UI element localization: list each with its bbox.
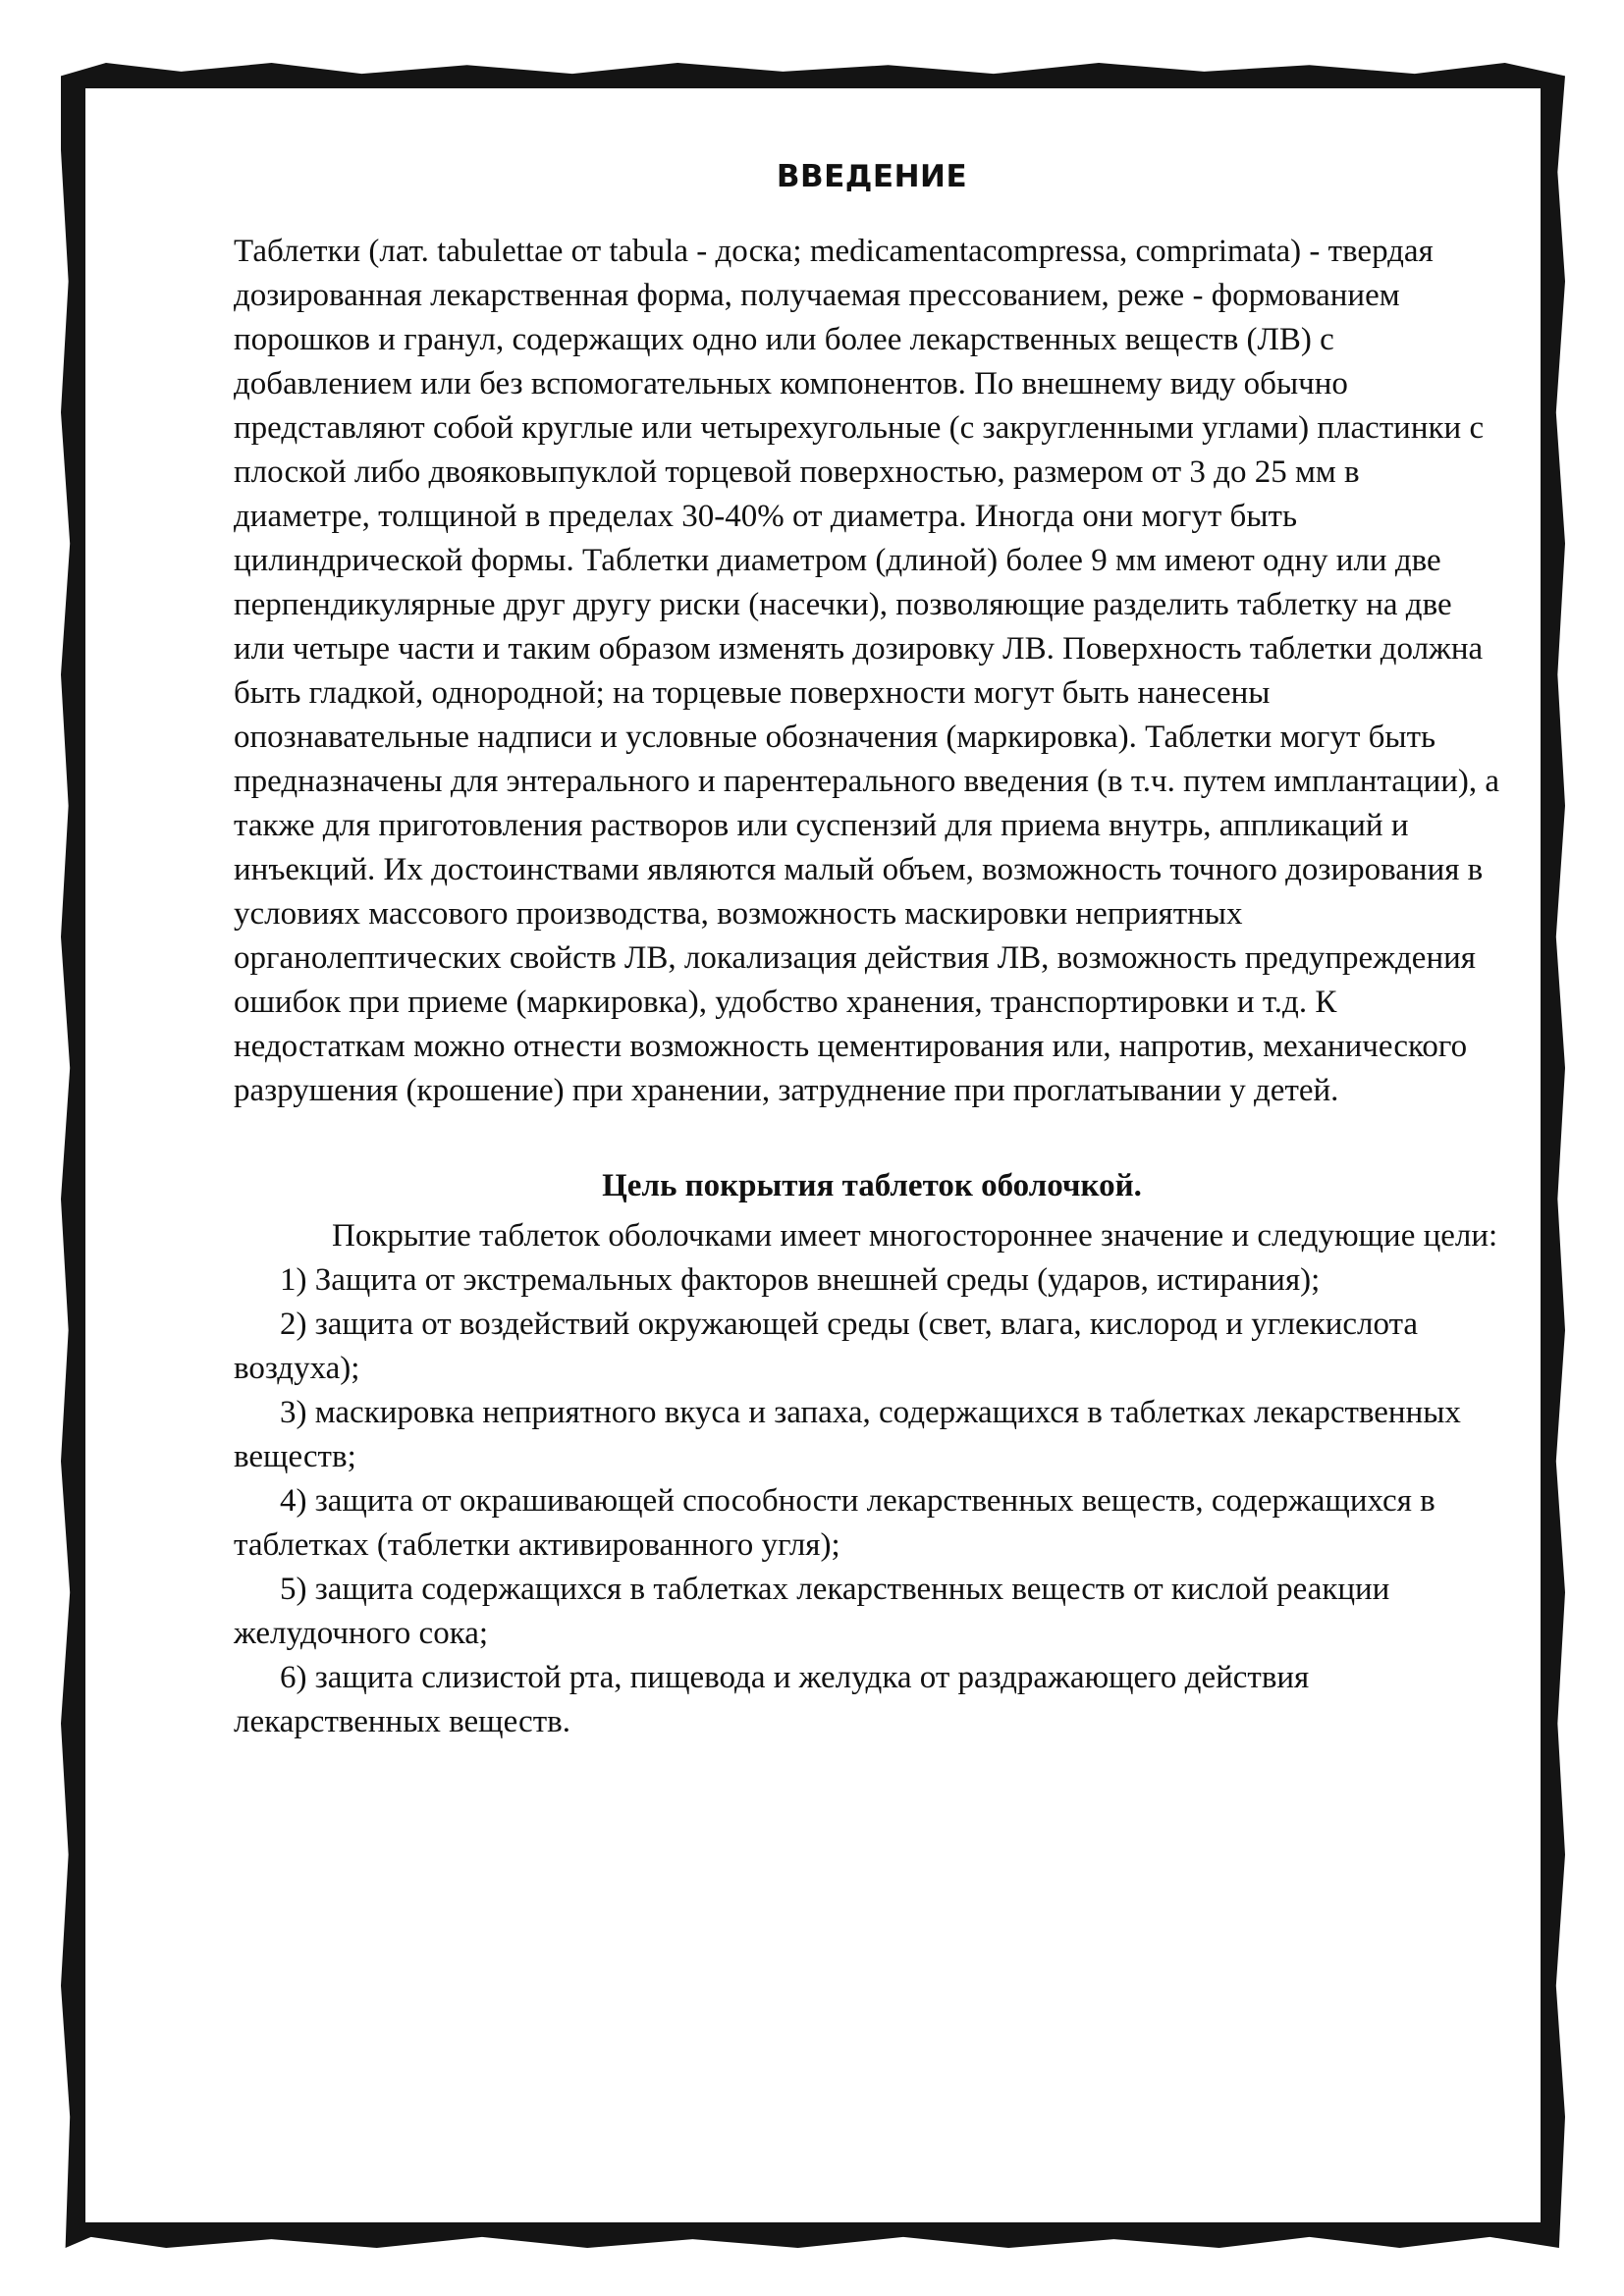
goal-item-2: 2) защита от воздействий окружающей среды (свет, влага, кислород и углекислота воздуха); xyxy=(234,1307,1419,1386)
goal-item-1: 1) Защита от экстремальных факторов внешней среды (ударов, истирания); xyxy=(280,1262,1321,1298)
goal-item-6: 6) защита слизистой рта, пищевода и желудка от раздражающего действия лекарственных веществ. xyxy=(234,1660,1310,1739)
goal-item-5: 5) защита содержащихся в таблетках лекарственных веществ от кислой реакции желудочного сока; xyxy=(234,1572,1390,1651)
goal-item-3: 3) маскировка неприятного вкуса и запаха, содержащихся в таблетках лекарственных веществ; xyxy=(234,1395,1461,1474)
document-page xyxy=(234,149,1510,1744)
intro-paragraph: Таблетки (лат. tabulettae от tabula - доска; medicamentacompressa, comprimata) - твердая дозированная лекарственная форма, получаемая прессованием, реже - формованием порошков и гранул, содержащих одно или более лекарственных веществ (ЛВ) с добавлением или без вспомогательных компонентов. По внешнему виду обычно представляют собой круглые или четырехугольные (с закругленными углами) пластинки с плоской либо двояковыпуклой торцевой поверхностью, размером от 3 до 25 мм в диаметре, толщиной в пределах 30-40% от диаметра. Иногда они могут быть цилиндрической формы. Таблетки диаметром (длиной) более 9 мм имеют одну или две перпендикулярные друг другу риски (насечки), позволяющие разделить таблетку на две или четыре части и таким образом изменять дозировку ЛВ. Поверхность таблетки должна быть гладкой, однородной; на торцевые поверхности могут быть нанесены опознавательные надписи и условные обозначения (маркировка). Таблетки могут быть предназначены для энтерального и парентерального введения (в т.ч. путем имплантации), а также для приготовления растворов или суспензий для приема внутрь, аппликаций и инъекций. Их достоинствами являются малый объем, возможность точного дозирования в условиях массового производства, возможность маскировки неприятных органолептических свойств ЛВ, локализация действия ЛВ, возможность предупреждения ошибок при приеме (маркировка), удобство хранения, транспортировки и т.д. К недостаткам можно отнести возможность цементирования или, напротив, механического разрушения (крошение) при хранении, затруднение при проглатывании у детей. xyxy=(234,234,1500,1108)
section-lead-paragraph: Покрытие таблеток оболочками имеет многостороннее значение и следующие цели: xyxy=(332,1218,1498,1254)
goal-item-4: 4) защита от окрашивающей способности лекарственных веществ, содержащихся в таблетках (таблетки активированного угля); xyxy=(234,1483,1435,1563)
section-title: Цель покрытия таблеток оболочкой. xyxy=(602,1168,1142,1203)
page-title: ВВЕДЕНИЕ xyxy=(776,159,968,194)
